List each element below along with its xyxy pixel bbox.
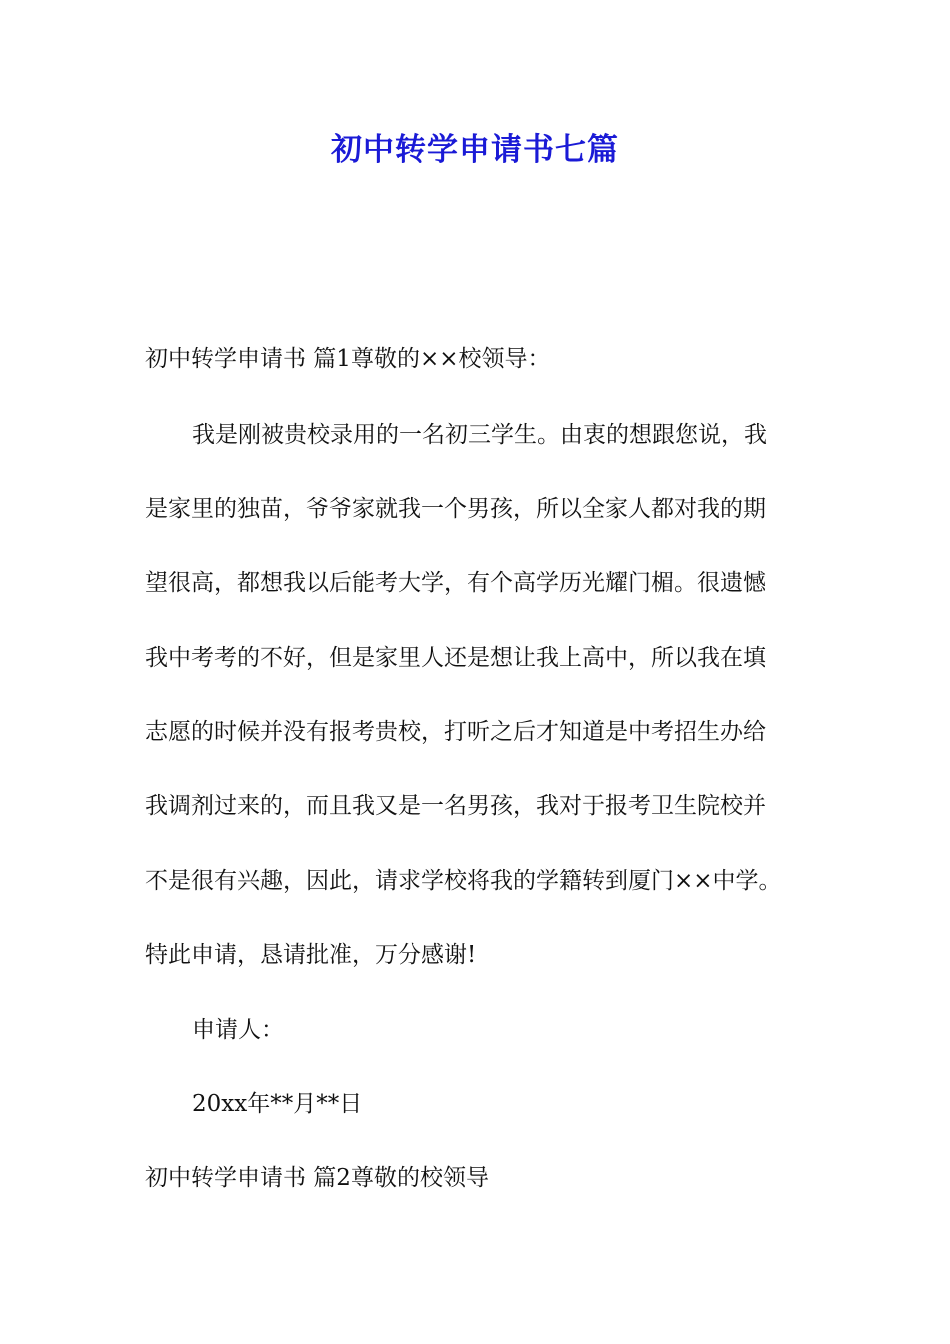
date-line: 20xx年**月**日 — [192, 1091, 363, 1117]
document-title: 初中转学申请书七篇 — [331, 132, 619, 168]
body-line: 志愿的时候并没有报考贵校，打听之后才知道是中考招生办给 — [145, 719, 766, 745]
body-line: 我调剂过来的，而且我又是一名男孩，我对于报考卫生院校并 — [145, 793, 766, 819]
section-heading-2: 初中转学申请书 篇2尊敬的校领导 — [145, 1165, 489, 1191]
closing-line: 特此申请，恳请批准，万分感谢! — [145, 942, 477, 968]
body-line: 望很高，都想我以后能考大学，有个高学历光耀门楣。很遗憾 — [145, 570, 766, 596]
section-heading-1: 初中转学申请书 篇1尊敬的××校领导： — [145, 346, 551, 372]
body-line: 不是很有兴趣，因此，请求学校将我的学籍转到厦门××中学。 — [145, 868, 782, 894]
body-line: 我中考考的不好，但是家里人还是想让我上高中，所以我在填 — [145, 645, 766, 671]
body-line: 是家里的独苗，爷爷家就我一个男孩，所以全家人都对我的期 — [145, 496, 766, 522]
signature-label: 申请人： — [192, 1017, 284, 1043]
body-line: 我是刚被贵校录用的一名初三学生。由衷的想跟您说，我 — [192, 422, 767, 448]
